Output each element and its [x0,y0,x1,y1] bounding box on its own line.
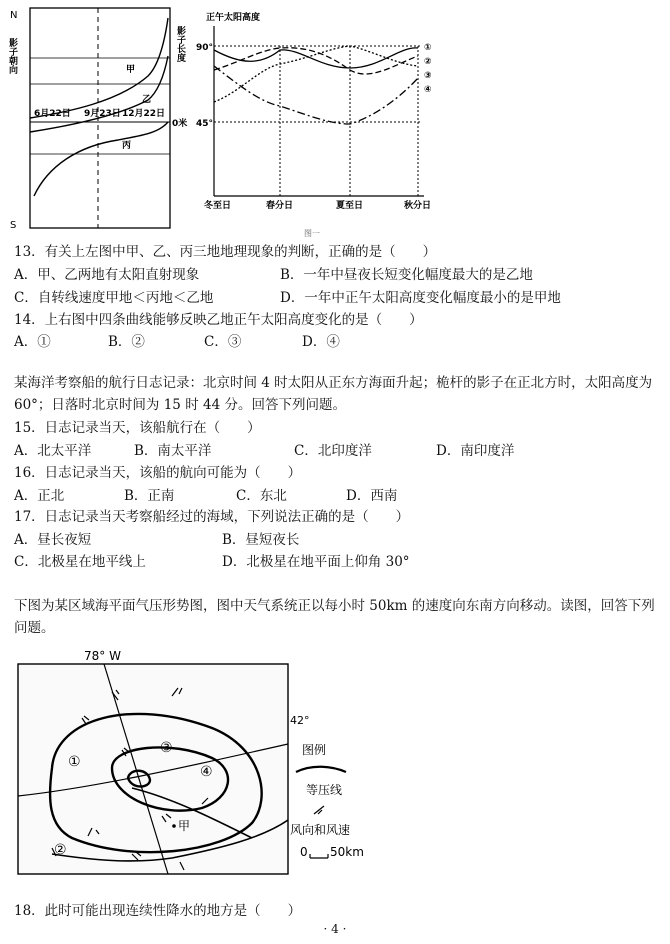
sun-altitude-figure [196,6,450,238]
place-dot [172,824,176,828]
q16-option-b: B．正南 [124,488,175,504]
page-number: · 4 · [323,922,347,936]
legend-wind-symbol [314,806,324,814]
q14-option-a: A．① [14,334,51,350]
scale-zero: 0 [300,845,308,859]
passage-1: 某海洋考察船的航行日志记录：北京时间 4 时太阳从正东方海面升起；桅杆的影子在正北方时，太阳高度为 60°；日落时北京时间为 15 时 44 分。回答下列问题。 [14,375,653,413]
legend-isobar: 等压线 [306,783,343,797]
curve-4 [214,66,418,124]
q17-option-a: A．昼长夜短 [14,532,92,548]
figure-caption: 图一 [304,229,320,238]
x-label: 冬至日 [204,201,232,211]
q15-stem: 15．日志记录当天，该船航行在（ ） [14,420,261,436]
x-label: 春分日 [266,201,294,211]
q13-option-c: C．自转线速度甲地＜丙地＜乙地 [14,290,214,306]
q14-option-d: D．④ [302,334,340,350]
date-label: 9月23日 [84,109,121,119]
q15-option-c: C．北印度洋 [294,443,372,459]
scale-bar [310,854,328,858]
q16-stem: 16．日志记录当天，该船的航向可能为（ ） [14,465,302,481]
zero-label: 0米 [172,119,188,129]
curve-yi [30,56,168,132]
label-n: N [10,10,18,21]
date-label: 6月22日 [34,109,71,119]
curve-3 [214,46,418,102]
legend-1: ① [424,43,432,53]
lat-label: 42° [290,714,310,727]
q15-option-a: A．北太平洋 [14,443,92,459]
q17-option-c: C．北极星在地平线上 [14,554,146,570]
q16-option-a: A．正北 [14,488,65,504]
q16-option-c: C．东北 [236,488,287,504]
q14-option-c: C．③ [204,334,242,350]
point-label-4: ④ [200,764,213,780]
q13-option-b: B．一年中昼夜长短变化幅度最大的是乙地 [280,267,533,283]
legend-wind: 风向和风速 [290,823,351,837]
point-label-2: ② [54,842,67,858]
q13-option-a: A．甲、乙两地有太阳直射现象 [14,267,200,283]
q18-stem: 18．此时可能出现连续性降水的地方是（ ） [14,903,302,919]
legend-2: ② [424,57,432,67]
q15-option-b: B．南太平洋 [134,443,212,459]
point-label-3: ③ [160,740,173,756]
q16-option-d: D．西南 [346,488,398,504]
point-label-1: ① [68,754,81,770]
shadow-figure [8,6,198,238]
x-label: 秋分日 [404,201,432,211]
q13-option-d: D．一年中正午太阳高度变化幅度最小的是甲地 [280,290,561,306]
legend-3: ③ [424,71,432,81]
q17-option-d: D．北极星在地平面上仰角 30° [222,554,410,570]
label-s: S [10,220,17,231]
q14-stem: 14．上右图中四条曲线能够反映乙地正午太阳高度变化的是（ ） [14,312,423,328]
q14-option-b: B．② [108,334,145,350]
curve-label-bing: 丙 [122,141,132,151]
y-tick: 90° [196,43,214,53]
axis-right-label: 影子长度 [175,26,185,62]
q13-stem: 13．有关上左图中甲、乙、丙三地地理现象的判断，正确的是（ ） [14,244,437,260]
axis-left-label: 影子朝向 [7,38,17,74]
curve-bing [34,122,168,196]
q17-stem: 17．日志记录当天考察船经过的海域，下列说法正确的是（ ） [14,509,410,525]
legend-title: 图例 [302,743,327,757]
x-label: 夏至日 [336,201,364,211]
q15-option-d: D．南印度洋 [436,443,515,459]
scale-text: 50km [330,845,364,859]
passage-2: 下图为某区域海平面气压形势图，图中天气系统正以每小时 50km 的速度向东南方向移动。读图，回答下列问题。 [14,598,655,636]
date-label: 12月22日 [122,109,166,119]
lon-label: 78° W [84,649,121,663]
legend-4: ④ [424,85,432,95]
place-label: 甲 [178,819,191,833]
chart-title: 正午太阳高度 [206,13,261,23]
curve-label-jia: 甲 [126,65,136,75]
curve-label-yi: 乙 [142,95,152,105]
legend-isobar-symbol [296,767,346,772]
y-tick: 45° [196,119,214,129]
pressure-map [12,648,372,878]
q17-option-b: B．昼短夜长 [222,532,300,548]
